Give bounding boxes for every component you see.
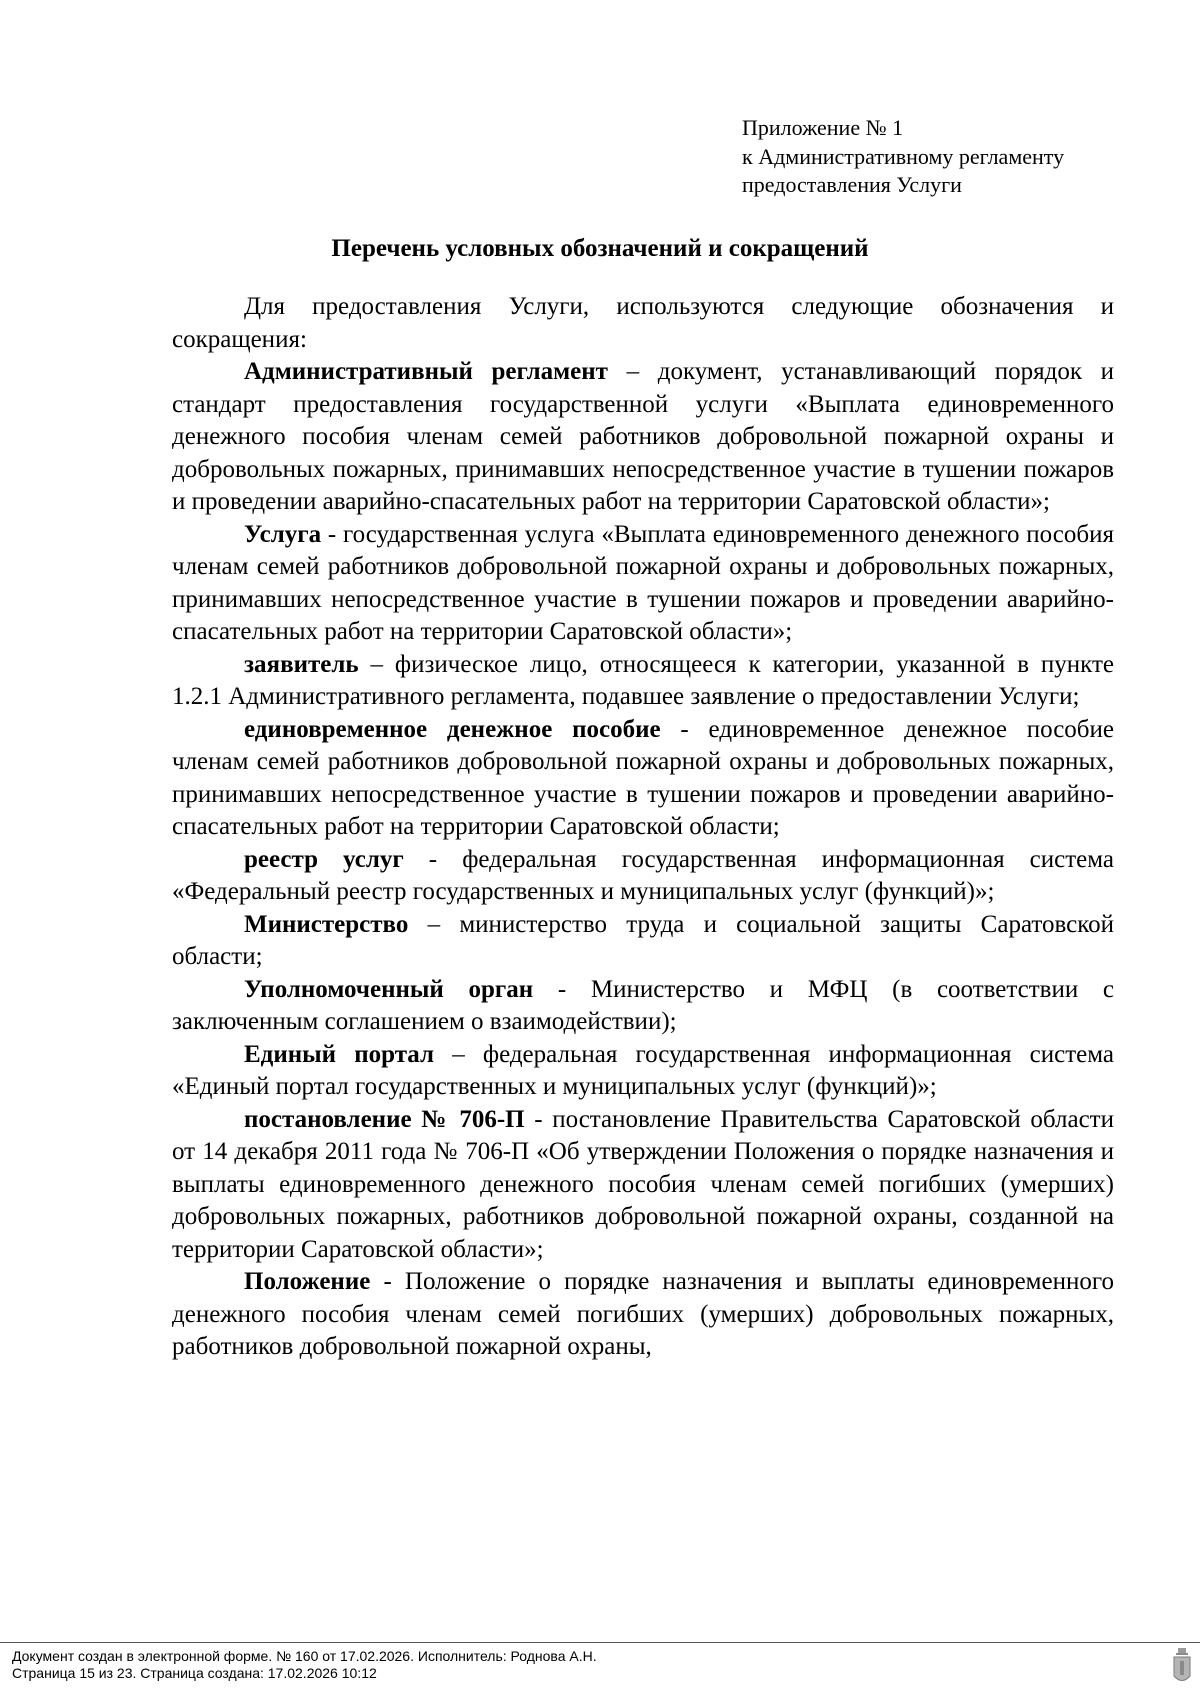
definition-item: Министерство – министерство труда и социальной защиты Саратовской области; <box>172 910 1114 970</box>
appendix-line-3: предоставления Услуги <box>742 172 962 197</box>
definition-item: Уполномоченный орган - Министерство и МФЦ (в соответствии с заключенным соглашением о взаимодействии); <box>172 975 1114 1035</box>
definition-term: постановление № 706-П <box>244 1105 525 1133</box>
coat-of-arms-icon <box>1172 1648 1192 1686</box>
definition-term: Административный регламент <box>244 358 608 385</box>
definition-text: физическое лицо, относящееся к категории, указанной в пункте 1.2.1 Административного регламента, подавшее заявление о предоставлении Услуги; <box>172 650 1114 710</box>
footer-line-1: Документ создан в электронной форме. № 160 от 17.02.2026. Исполнитель: Роднова А.Н. <box>12 1648 597 1664</box>
appendix-header <box>742 114 1162 200</box>
definition-item: Административный регламент – документ, устанавливающий порядок и стандарт предоставления государственной услуги «Выплата единовременного денежного пособия членам семей работников добровольной пожарной охраны и добровольных пожарных, принимавших непосредственное участие в тушении пожаров и проведении аварийно-спасательных работ на территории Саратовской области»; <box>172 358 1114 515</box>
definition-term: заявитель <box>244 650 359 678</box>
definition-text: федеральная государственная информационная система «Федеральный реестр государственных и муниципальных услуг (функций)»; <box>172 845 1114 905</box>
definition-item: Единый портал – федеральная государственная информационная система «Единый портал государственных и муниципальных услуг (функций)»; <box>172 1040 1114 1100</box>
intro-paragraph: Для предоставления Услуги, используются следующие обозначения и сокращения: <box>172 293 1114 353</box>
definition-term: Услуга <box>244 520 322 548</box>
definition-item: единовременное денежное пособие - единовременное денежное пособие членам семей работников добровольной пожарной охраны и добровольных пожарных, принимавших непосредственное участие в тушении пожаров и проведении аварийно-спасательных работ на территории Саратовской области; <box>172 715 1115 840</box>
definition-term: Положение <box>244 1268 371 1295</box>
definition-term: Министерство <box>244 910 409 938</box>
definition-term: реестр услуг <box>244 845 404 873</box>
document-body <box>172 291 1114 1364</box>
definition-term: Единый портал <box>244 1040 435 1068</box>
definition-text: министерство труда и социальной защиты Саратовской области; <box>172 910 1114 970</box>
appendix-line-1: Приложение № 1 <box>742 115 904 140</box>
footer-divider <box>0 1642 1200 1643</box>
appendix-line-2: к Административному регламенту <box>742 143 1065 169</box>
definition-item: Положение - Положение о порядке назначения и выплаты единовременного денежного пособия членам семей погибших (умерших) добровольных пожарных, работников добровольной пожарной охраны, <box>172 1268 1114 1360</box>
definition-item: Услуга - государственная услуга «Выплата единовременного денежного пособия членам семей работников добровольной пожарной охраны и добровольных пожарных, принимавших непосредственное участие в тушении пожаров и проведении аварийно-спасательных работ на территории Саратовской области»; <box>172 520 1114 645</box>
definition-term: Уполномоченный орган <box>244 975 534 1003</box>
document-title: Перечень условных обозначений и сокращений <box>331 235 869 262</box>
definition-item: заявитель – физическое лицо, относящееся к категории, указанной в пункте 1.2.1 Административного регламента, подавшее заявление о предоставлении Услуги; <box>172 650 1114 710</box>
definition-text: федеральная государственная информационная система «Единый портал государственных и муниципальных услуг (функций)»; <box>172 1040 1114 1100</box>
document-footer <box>12 1648 597 1682</box>
definition-text: государственная услуга «Выплата единовременного денежного пособия членам семей работников добровольной пожарной охраны и добровольных пожарных, принимавших непосредственное участие в тушении пожаров и проведении аварийно-спасательных работ на территории Саратовской области»; <box>172 520 1114 645</box>
definition-text: Министерство и МФЦ (в соответствии с заключенным соглашением о взаимодействии); <box>172 975 1114 1035</box>
definition-text: документ, устанавливающий порядок и стандарт предоставления государственной услуги «Выплата единовременного денежного пособия членам семей работников добровольной пожарной охраны и добровольных пожарных, принимавших непосредственное участие в тушении пожаров и проведении аварийно-спасательных работ на территории Саратовской области»; <box>172 358 1114 515</box>
footer-line-2: Страница 15 из 23. Страница создана: 17.02.2026 10:12 <box>12 1665 377 1681</box>
definition-item: реестр услуг - федеральная государственная информационная система «Федеральный реестр государственных и муниципальных услуг (функций)»; <box>172 845 1114 905</box>
definition-text: Положение о порядке назначения и выплаты единовременного денежного пособия членам семей погибших (умерших) добровольных пожарных, работников добровольной пожарной охраны, <box>172 1268 1114 1360</box>
definition-text: постановление Правительства Саратовской области от 14 декабря 2011 года № 706-П «Об утверждении Положения о порядке назначения и выплаты единовременного денежного пособия членам семей погибших (умерших) добровольных пожарных, работников добровольной пожарной охраны, созданной на территории Саратовской области»; <box>172 1105 1114 1263</box>
definition-text: единовременное денежное пособие членам семей работников добровольной пожарной охраны и добровольных пожарных, принимавших непосредственное участие в тушении пожаров и проведении аварийно-спасательных работ на территории Саратовской области; <box>172 715 1115 840</box>
definition-term: единовременное денежное пособие <box>244 715 661 743</box>
definition-item: постановление № 706-П - постановление Правительства Саратовской области от 14 декабря 2011 года № 706-П «Об утверждении Положения о порядке назначения и выплаты единовременного денежного пособия членам семей погибших (умерших) добровольных пожарных, работников добровольной пожарной охраны, созданной на территории Саратовской области»; <box>172 1105 1114 1263</box>
